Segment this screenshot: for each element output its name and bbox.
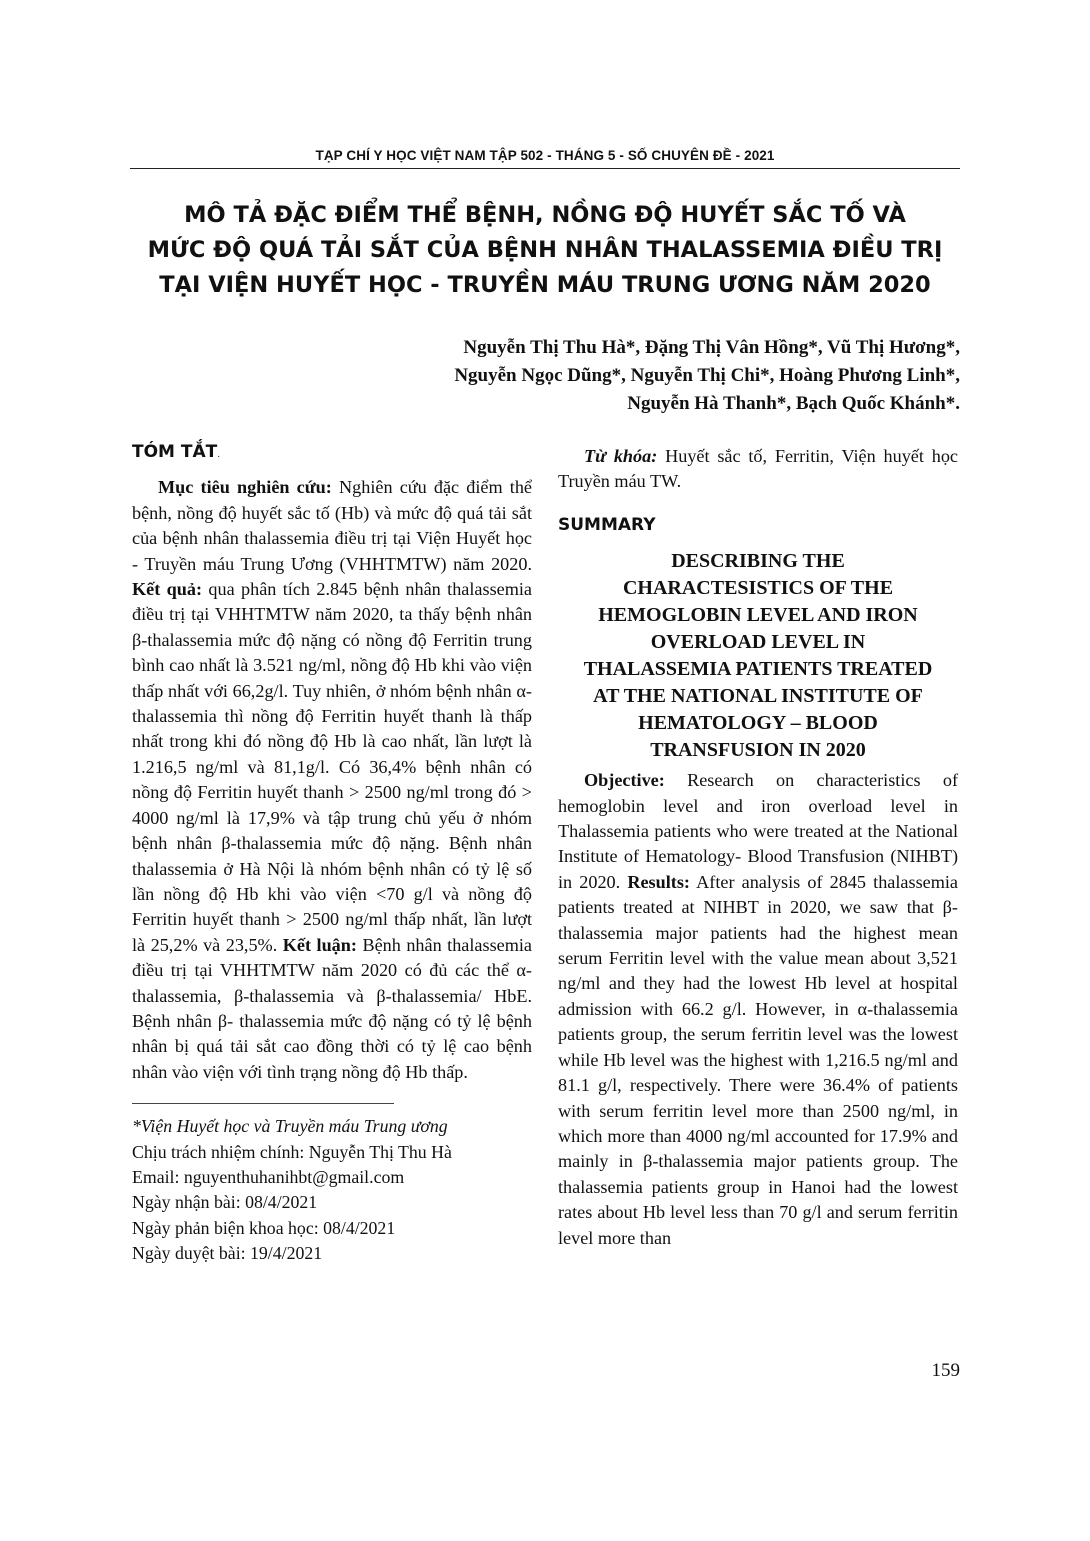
- footnote-received: Ngày nhận bài: 08/4/2021: [132, 1192, 318, 1213]
- footnote-approved: Ngày duyệt bài: 19/4/2021: [132, 1243, 323, 1264]
- footnote-affiliation: *Viện Huyết học và Truyền máu Trung ương: [132, 1116, 448, 1137]
- footnote-rule: [132, 1103, 394, 1104]
- conclusion-text-vi: Bệnh nhân thalassemia điều trị tại VHHTMTW năm 2020 có đủ các thể α-thalassemia, β-thalassemia và β-thalassemia/ HbE. Bệnh nhân β- thalassemia mức độ nặng có tỷ lệ bệnh nhân bị quá tải sắt cao đồng thời có tỷ lệ cao bệnh nhân vào viện với tình trạng nồng độ Hb thấp.: [132, 934, 533, 1082]
- abstract-en-body: [558, 768, 958, 1251]
- header-rule: [130, 168, 960, 169]
- title-line: MÔ TẢ ĐẶC ĐIỂM THỂ BỆNH, NỒNG ĐỘ HUYẾT SẮC TỐ VÀ: [184, 202, 906, 228]
- page-number: 159: [931, 1360, 960, 1381]
- article-title: [130, 198, 960, 303]
- en-title-line: DESCRIBING THE: [671, 550, 845, 573]
- en-title-line: CHARACTESISTICS OF THE: [622, 577, 894, 600]
- abstract-heading-en: SUMMARY: [558, 514, 656, 535]
- left-column: [132, 440, 532, 1267]
- objective-text-en: Research on characteristics of hemoglobin level and iron overload level in Thalassemia patients who were treated at the National Institute of Hematology- Blood Transfusion (NIHBT) in 2020.: [558, 770, 958, 892]
- conclusion-label-vi: Kết luận:: [282, 934, 357, 955]
- abstract-heading-vi: [132, 440, 532, 468]
- author-line: Nguyễn Ngọc Dũng*, Nguyễn Thị Chi*, Hoàng Phương Linh*,: [454, 365, 960, 386]
- en-title-line: HEMOGLOBIN LEVEL AND IRON: [598, 604, 918, 627]
- results-text-vi: qua phân tích 2.845 bệnh nhân thalassemia điều trị tại VHHTMTW năm 2020, ta thấy bệnh nhân β-thalassemia mức độ nặng có nồng độ Ferritin trung bình cao nhất là 3.521 ng/ml, nồng độ Hb khi vào viện thấp nhất với 66,2g/l. Tuy nhiên, ở nhóm bệnh nhân α-thalassemia thì nồng độ Ferritin huyết thanh là thấp nhất trong khi đó nồng độ Hb là cao nhất, lần lượt là 1.216,5 ng/ml và 81,1g/l. Có 36,4% bệnh nhân có nồng độ Ferritin huyết thanh > 2500 ng/ml trong đó > 4000 ng/ml là 17,9% và tập trung chủ yếu ở nhóm bệnh nhân β-thalassemia mức độ nặng. Bệnh nhân thalassemia ở Hà Nội là nhóm bệnh nhân có tỷ lệ số lần nồng độ Hb khi vào viện <70 g/l và nồng độ Ferritin huyết thanh > 2500 ng/ml thấp nhất, lần lượt là 25,2% và 23,5%.: [132, 579, 532, 955]
- title-line: TẠI VIỆN HUYẾT HỌC - TRUYỀN MÁU TRUNG ƯƠNG NĂM 2020: [159, 272, 931, 298]
- author-line: Nguyễn Thị Thu Hà*, Đặng Thị Vân Hồng*, Vũ Thị Hương*,: [463, 337, 960, 358]
- abstract-vi-body: [132, 475, 532, 1085]
- en-title-line: OVERLOAD LEVEL IN: [650, 631, 866, 654]
- abstract-heading-text: TÓM TẮT: [132, 442, 218, 462]
- author-list: [260, 334, 960, 418]
- objective-label-vi: Mục tiêu nghiên cứu:: [158, 477, 332, 498]
- results-label-vi: Kết quả:: [132, 579, 203, 600]
- results-text-en: After analysis of 2845 thalassemia patients treated at NIHBT in 2020, we saw that β-thalassemia major patients had the highest mean serum Ferritin level with the value mean about 3,521 ng/ml and they had the lowest Hb level at hospital admission with 66.2 g/l. However, in α-thalassemia patients group, the serum ferritin level was the lowest while Hb level was the highest with 1,216.5 ng/ml and 81.1 g/l, respectively. There were 36.4% of patients with serum ferritin level more than 2500 ng/ml, in which more than 4000 ng/ml accounted for 17.9% and mainly in β-thalassemia major patients group. The thalassemia patients group in Hanoi had the lowest rates about Hb level less than 70 g/l and serum ferritin level more than: [558, 871, 958, 1248]
- footnote-reviewed: Ngày phản biện khoa học: 08/4/2021: [132, 1217, 396, 1238]
- title-line: MỨC ĐỘ QUÁ TẢI SẮT CỦA BỆNH NHÂN THALASSEMIA ĐIỀU TRỊ: [147, 237, 943, 263]
- footnote-email: Email: nguyenthuhanihbt@gmail.com: [132, 1166, 405, 1187]
- en-title-line: HEMATOLOGY – BLOOD: [638, 712, 878, 735]
- heading-mark: .: [217, 450, 221, 460]
- footnote-responsible: Chịu trách nhiệm chính: Nguyễn Thị Thu Hà: [132, 1141, 452, 1162]
- en-title-line: THALASSEMIA PATIENTS TREATED: [583, 658, 933, 681]
- keywords-vi: [558, 444, 958, 495]
- objective-label-en: Objective:: [584, 770, 665, 791]
- objective-text-vi: Nghiên cứu đặc điểm thể bệnh, nồng độ huyết sắc tố (Hb) và mức độ quá tải sắt của bệnh nhân thalassemia điều trị tại Viện Huyết học - Truyền máu Trung Ương (VHHTMTW) năm 2020.: [132, 477, 533, 574]
- english-title: [558, 548, 958, 764]
- keywords-text-vi: Huyết sắc tố, Ferritin, Viện huyết học Truyền máu TW.: [558, 446, 958, 492]
- right-column: [558, 444, 958, 1251]
- author-line: Nguyễn Hà Thanh*, Bạch Quốc Khánh*.: [627, 393, 960, 414]
- keywords-label-vi: Từ khóa:: [584, 446, 658, 466]
- running-header: TẠP CHÍ Y HỌC VIỆT NAM TẬP 502 - THÁNG 5 - SỐ CHUYÊN ĐỀ - 2021: [315, 148, 775, 163]
- en-title-line: TRANSFUSION IN 2020: [650, 739, 866, 762]
- en-title-line: AT THE NATIONAL INSTITUTE OF: [593, 685, 923, 708]
- results-label-en: Results:: [627, 871, 690, 892]
